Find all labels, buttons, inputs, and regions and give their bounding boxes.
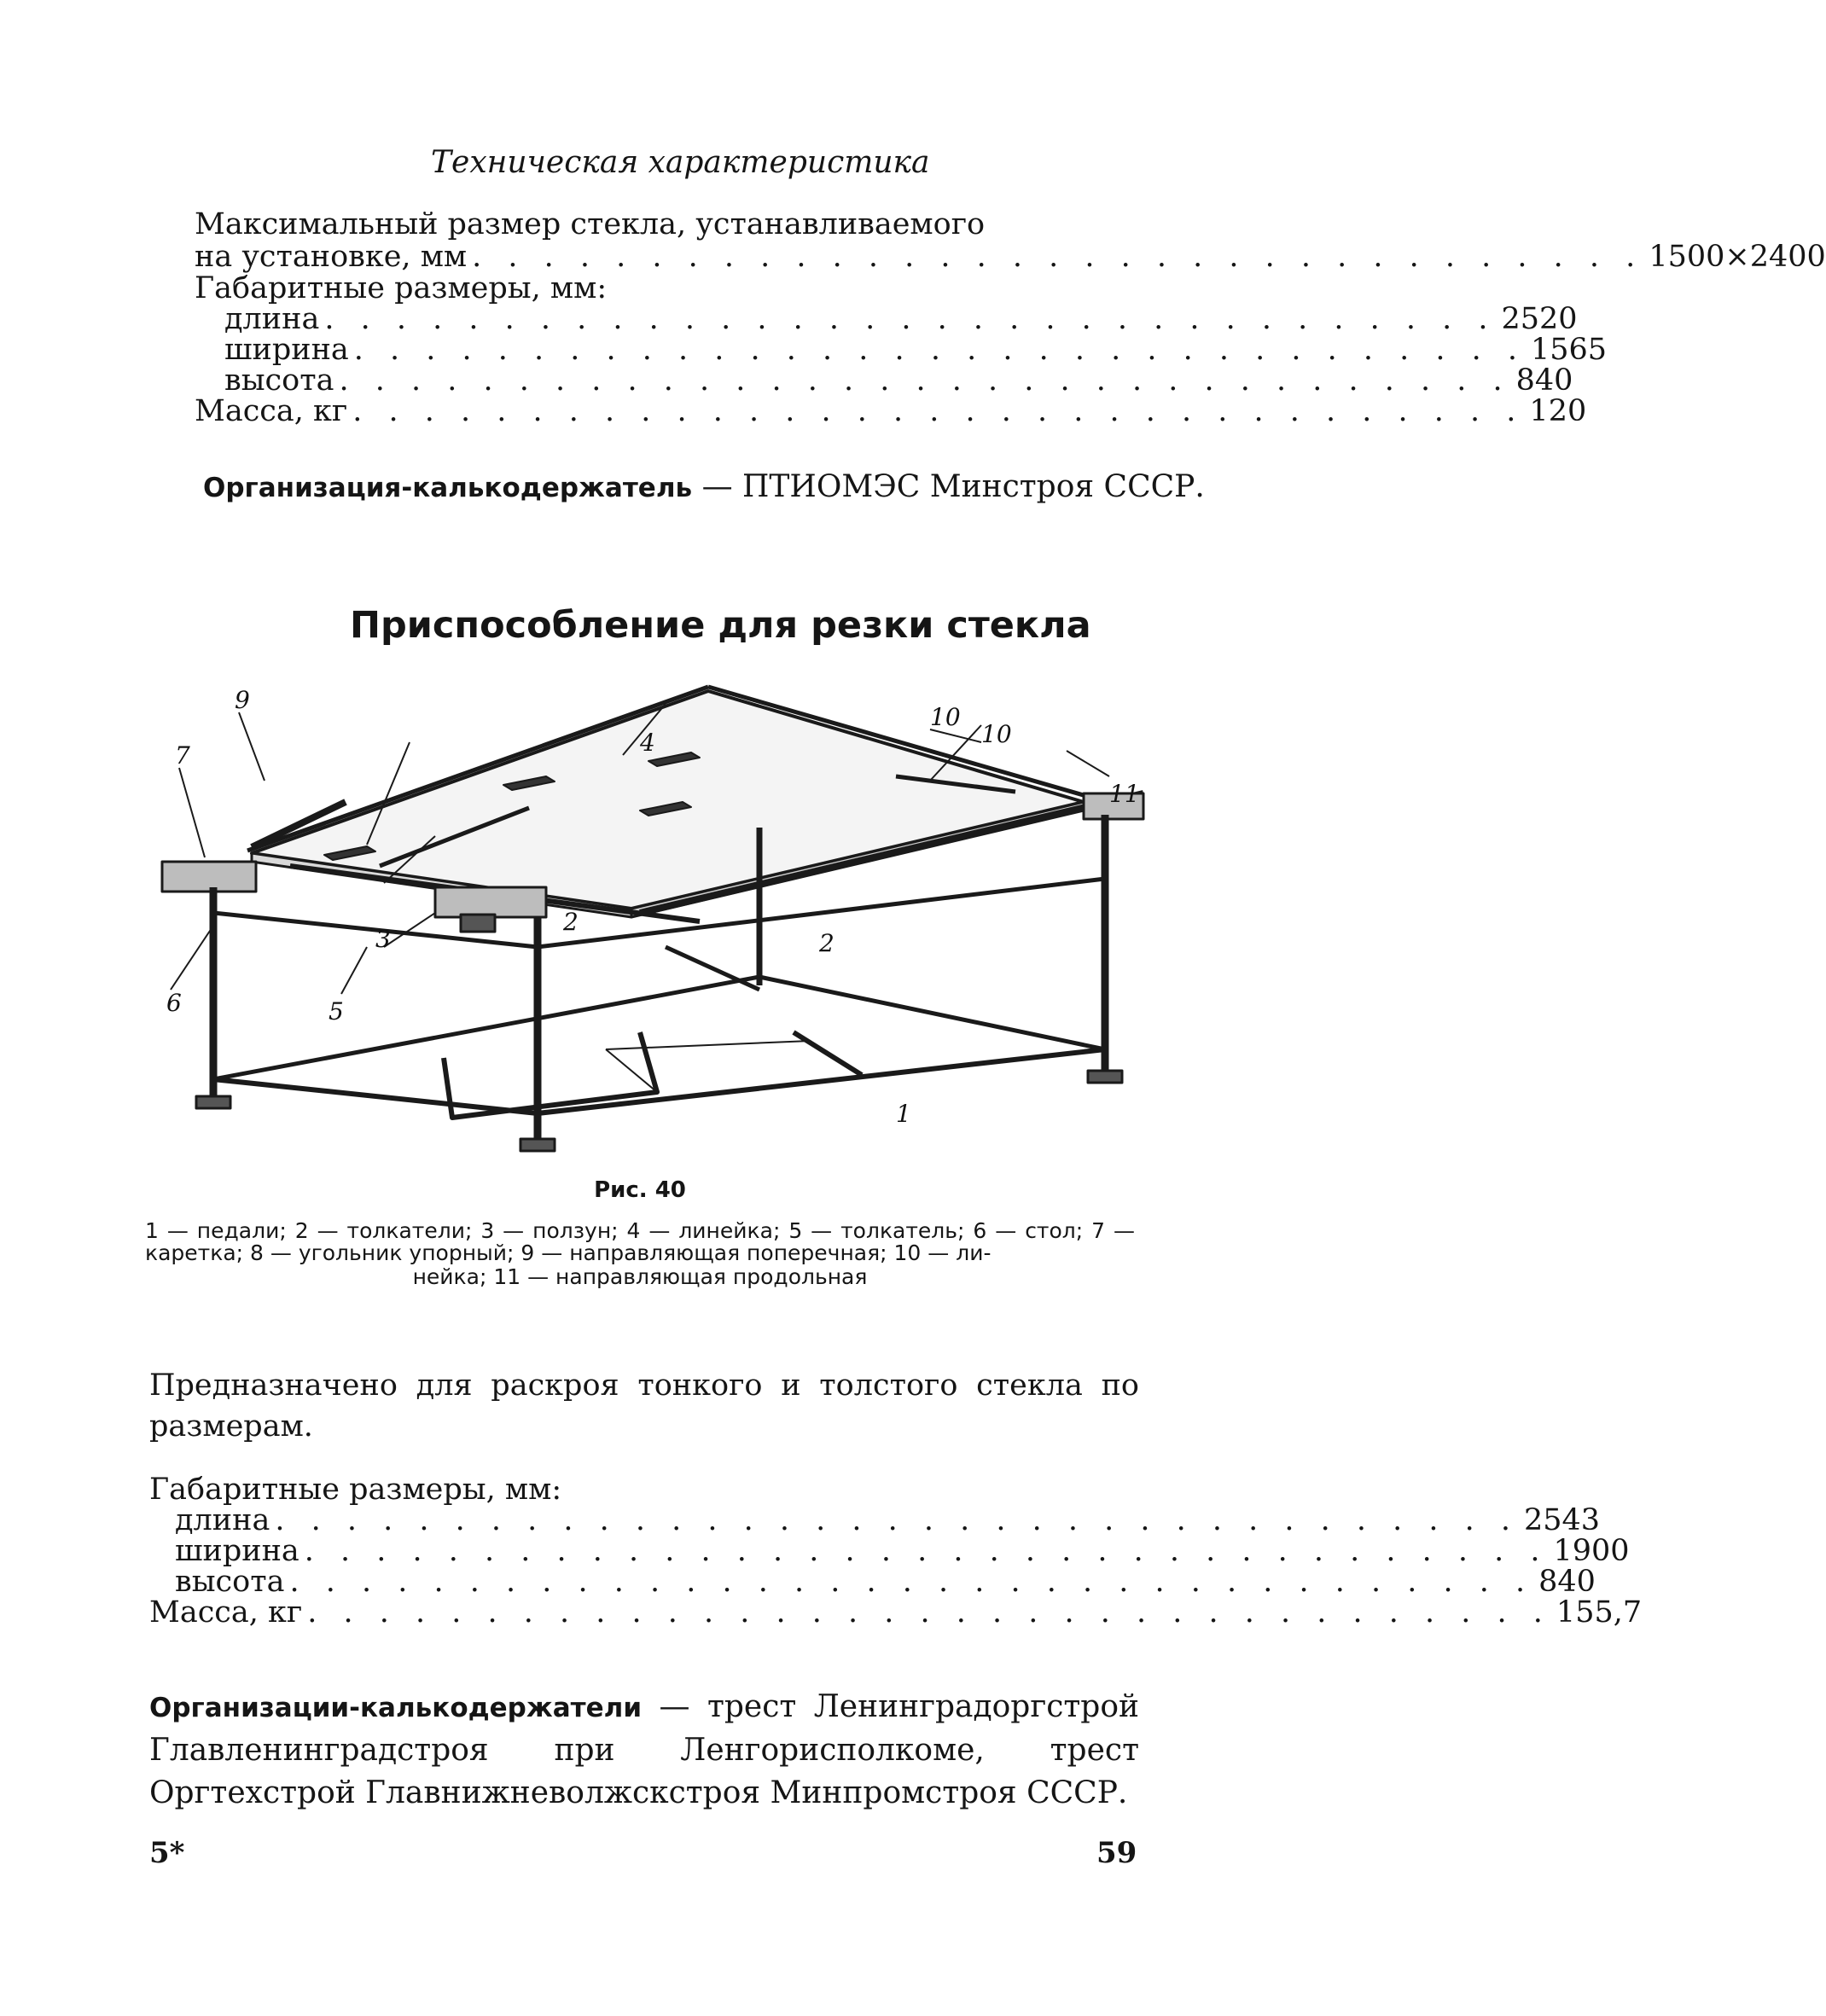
callout-2-b: 2 [819, 929, 834, 957]
figure-caption: Рис. 40 [594, 1177, 686, 1203]
leader-dots: . . . . . . . . . . . . . . . . . . . . . . . . . . . . . . . . . [353, 333, 1526, 367]
org-custodian-2 [149, 1686, 1139, 1815]
spec-row-length [224, 302, 1578, 336]
org-custodian-1 [203, 469, 1205, 504]
spec2-row-length [175, 1503, 1601, 1537]
spec-row-value: 1500×2400 [1649, 240, 1826, 274]
leader-dots: . . . . . . . . . . . . . . . . . . . . . . . . . . . . . . . . . [352, 394, 1525, 428]
spec-row-value: 840 [1515, 363, 1573, 398]
leader-dots: . . . . . . . . . . . . . . . . . . . . . . . . . . . . . . . . . . . [275, 1503, 1519, 1537]
spec-row-value: 120 [1529, 394, 1587, 428]
spec-row-glass-size [195, 240, 1826, 274]
org-custodian-label: Организация-калькодержатель [203, 473, 693, 503]
leader-dots: . . . . . . . . . . . . . . . . . . . . . . . . . . . . . . . . . [324, 302, 1497, 336]
figure-legend: 1 — педали; 2 — толкатели; 3 — ползун; 4 — линейка; 5 — толкатель; 6 — стол; 7 — каретка; 8 — угольник упорный; 9 — направляющая поперечная; 10 — ли- [145, 1218, 1135, 1265]
spec-row-label: высота [224, 363, 334, 398]
leader-dots: . . . . . . . . . . . . . . . . . . . . . . . . . . . . . . . . . . . [289, 1565, 1534, 1599]
purpose-text: Предназначено для раскроя тонкого и толстого стекла по размерам. [149, 1368, 1139, 1444]
callout-4: 4 [640, 729, 655, 757]
spec-row-value: 1565 [1530, 333, 1608, 367]
leader-dots: . . . . . . . . . . . . . . . . . . . . . . . . . . . . . . . . . . . [307, 1595, 1551, 1630]
spec-row-height [224, 363, 1573, 398]
spec-row-label: высота [175, 1565, 285, 1599]
spec-row-value: 2520 [1501, 302, 1578, 336]
org-custodian-text: — трест Ленинградоргстрой Главленинградстроя при Ленгорисполкоме, трест Оргтехстрой Главнижневолжскстроя Минпромстроя СССР. [149, 1689, 1139, 1810]
callout-9: 10 [930, 703, 961, 731]
callout-2-a: 2 [563, 908, 579, 936]
signature-mark: 5* [149, 1836, 185, 1870]
spec-row-label: Масса, кг [195, 394, 348, 428]
spec-row-value: 1900 [1553, 1534, 1630, 1568]
callout-1: 1 [896, 1100, 911, 1128]
callout-6: 6 [166, 989, 182, 1017]
spec-row-width [224, 333, 1608, 367]
spec-row-mass [195, 394, 1587, 428]
leader-dots: . . . . . . . . . . . . . . . . . . . . . . . . . . . . . . . . . . . [304, 1534, 1549, 1568]
spec-row-label: ширина [224, 333, 349, 367]
callout-7: 7 [175, 741, 190, 770]
spec-row-label: длина [175, 1503, 270, 1537]
spec-row-label: на установке, мм [195, 240, 468, 274]
callout-3: 3 [375, 925, 391, 953]
spec2-row-height [175, 1565, 1596, 1599]
spec-row-value: 840 [1538, 1565, 1596, 1599]
figure-glass-cutting-table [162, 686, 1143, 1152]
callout-8: 9 [235, 686, 250, 714]
callout-5: 5 [329, 997, 344, 1025]
spec-title: Техническая характеристика [431, 145, 930, 180]
leader-dots: . . . . . . . . . . . . . . . . . . . . . . . . . . . . . . . . . [472, 240, 1644, 274]
spec-line1: Максимальный размер стекла, устанавливаемого [195, 207, 986, 241]
org-custodian-label: Организации-калькодержатели [149, 1693, 643, 1723]
figure-legend-last: нейка; 11 — направляющая продольная [412, 1264, 868, 1289]
spec-row-label: длина [224, 302, 320, 336]
spec-overall-label: Габаритные размеры, мм: [195, 271, 608, 305]
spec2-row-mass [149, 1595, 1643, 1630]
org-custodian-text: — ПТИОМЭС Минстроя СССР. [692, 469, 1205, 504]
callout-11: 11 [1109, 780, 1140, 808]
page-number: 59 [1096, 1836, 1137, 1870]
spec-row-label: Масса, кг [149, 1595, 303, 1630]
callout-10: 10 [981, 720, 1012, 748]
leader-dots: . . . . . . . . . . . . . . . . . . . . . . . . . . . . . . . . . [339, 363, 1511, 398]
figure-title: Приспособление для резки стекла [350, 604, 1091, 647]
spec2-overall-label: Габаритные размеры, мм: [149, 1473, 562, 1507]
spec-row-value: 155,7 [1556, 1595, 1643, 1630]
spec2-row-width [175, 1534, 1630, 1568]
spec-row-value: 2543 [1523, 1503, 1601, 1537]
spec-row-label: ширина [175, 1534, 299, 1568]
